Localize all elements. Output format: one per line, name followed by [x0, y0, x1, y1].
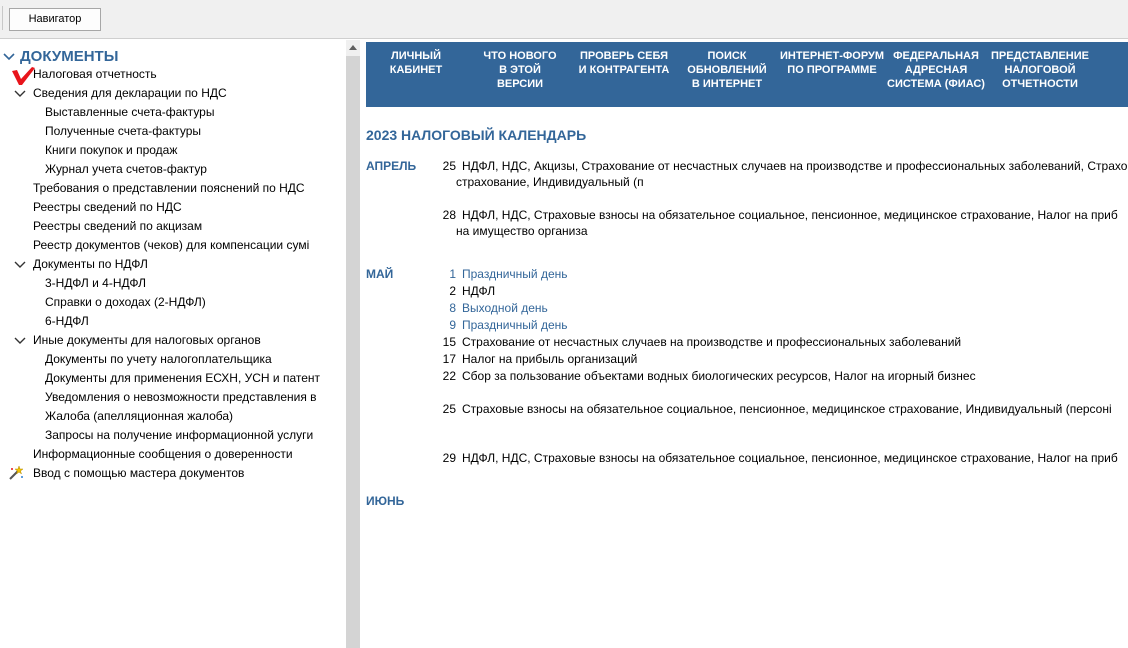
toolbar-grip	[2, 6, 3, 30]
tree-item[interactable]: Требования о представлении пояснений по НДС	[33, 181, 305, 195]
event-day: 8	[449, 301, 456, 315]
event-day: 25	[442, 159, 456, 173]
tree-item[interactable]: 6-НДФЛ	[45, 314, 89, 328]
topnav-link[interactable]: ЛИЧНЫЙ КАБИНЕТ	[389, 50, 443, 76]
calendar-title: 2023 НАЛОГОВЫЙ КАЛЕНДАРЬ	[366, 127, 587, 143]
event-text: НДФЛ	[462, 284, 496, 298]
tree-item[interactable]: Сведения для декларации по НДС	[33, 86, 227, 100]
event-day: 29	[442, 451, 456, 465]
event-text: НДФЛ, НДС, Акцизы, Страхование от несчастных случаев на производстве и профессиональных заболеваний, Страхо	[462, 159, 1128, 173]
event-day: 22	[442, 369, 456, 383]
event-day: 25	[442, 402, 456, 416]
tree-item[interactable]: Справки о доходах (2-НДФЛ)	[45, 295, 206, 309]
month-heading: МАЙ	[366, 267, 394, 281]
tree-item[interactable]: Информационные сообщения о доверенности	[33, 447, 293, 461]
event-text: Праздничный день	[462, 318, 568, 332]
tree-item[interactable]: Журнал учета счетов-фактур	[45, 162, 207, 176]
tree-item[interactable]: Реестры сведений по НДС	[33, 200, 182, 214]
event-day: 28	[442, 208, 456, 222]
month-heading: ИЮНЬ	[366, 494, 405, 508]
tree-item[interactable]: Книги покупок и продаж	[45, 143, 178, 157]
tree-item[interactable]: Документы для применения ЕСХН, УСН и патент	[45, 371, 321, 385]
event-day: 15	[442, 335, 456, 349]
navigator-button[interactable]: Навигатор	[9, 8, 101, 31]
tree-item[interactable]: Иные документы для налоговых органов	[33, 333, 261, 347]
tree-item[interactable]: Реестр документов (чеков) для компенсации сумі	[33, 238, 310, 252]
red-checkmark-icon	[10, 66, 36, 89]
tree-item[interactable]: 3-НДФЛ и 4-НДФЛ	[45, 276, 146, 290]
event-text: Страхование от несчастных случаев на производстве и профессиональных заболеваний	[462, 335, 962, 349]
tree-item[interactable]: Реестры сведений по акцизам	[33, 219, 203, 233]
month-heading: АПРЕЛЬ	[366, 159, 417, 173]
event-text: Праздничный день	[462, 267, 568, 281]
tree-item[interactable]: Выставленные счета-фактуры	[45, 105, 215, 119]
tree-title[interactable]: ДОКУМЕНТЫ	[20, 48, 119, 65]
event-text: НДФЛ, НДС, Страховые взносы на обязательное социальное, пенсионное, медицинское страхование, Налог на приб	[462, 208, 1118, 222]
tree-scrollbar[interactable]	[346, 40, 360, 648]
tree-item[interactable]: Налоговая отчетность	[33, 67, 157, 81]
topnav-link[interactable]: ПРЕДСТАВЛЕНИЕ НАЛОГОВОЙ ОТЧЕТНОСТИ	[991, 50, 1089, 90]
event-text: НДФЛ, НДС, Страховые взносы на обязательное социальное, пенсионное, медицинское страхование, Налог на приб	[462, 451, 1118, 465]
toolbar	[0, 0, 1128, 39]
scroll-up-button[interactable]	[346, 40, 360, 56]
content-panel	[360, 40, 1128, 648]
tree-item[interactable]: Ввод с помощью мастера документов	[33, 466, 245, 480]
event-text: Страховые взносы на обязательное социальное, пенсионное, медицинское страхование, Индивидуальный (персонi	[462, 402, 1112, 416]
event-text: Налог на прибыль организаций	[462, 352, 638, 366]
tree-item[interactable]: Полученные счета-фактуры	[45, 124, 201, 138]
chevron-down-icon[interactable]	[14, 88, 26, 100]
event-text: Сбор за пользование объектами водных биологических ресурсов, Налог на игорный бизнес	[462, 369, 976, 383]
event-text: на имущество организа	[456, 224, 588, 238]
chevron-down-icon[interactable]	[3, 51, 15, 63]
topnav-link[interactable]: ПРОВЕРЬ СЕБЯ И КОНТРАГЕНТА	[578, 50, 670, 76]
chevron-down-icon[interactable]	[14, 335, 26, 347]
magic-wand-icon	[8, 465, 24, 484]
event-day: 17	[442, 352, 456, 366]
tree-item[interactable]: Жалоба (апелляционная жалоба)	[45, 409, 234, 423]
event-text: Выходной день	[462, 301, 548, 315]
topnav-link[interactable]: ПОИСК ОБНОВЛЕНИЙ В ИНТЕРНЕТ	[687, 50, 767, 90]
tree-item[interactable]: Уведомления о невозможности представления в	[45, 390, 317, 404]
topnav-link[interactable]: ЧТО НОВОГО В ЭТОЙ ВЕРСИИ	[483, 50, 557, 90]
topnav-link[interactable]: ФЕДЕРАЛЬНАЯ АДРЕСНАЯ СИСТЕМА (ФИАС)	[887, 50, 985, 90]
topnav-link[interactable]: ИНТЕРНЕТ-ФОРУМ ПО ПРОГРАММЕ	[779, 50, 885, 76]
event-day: 2	[449, 284, 456, 298]
chevron-down-icon[interactable]	[14, 259, 26, 271]
document-tree	[0, 40, 346, 648]
event-day: 1	[449, 267, 456, 281]
arrow-up-icon	[346, 40, 360, 56]
tree-item[interactable]: Документы по учету налогоплательщика	[45, 352, 272, 366]
top-navigation	[366, 42, 1128, 107]
tree-item[interactable]: Документы по НДФЛ	[33, 257, 148, 271]
event-day: 9	[449, 318, 456, 332]
event-text: страхование, Индивидуальный (п	[456, 175, 644, 189]
tree-item[interactable]: Запросы на получение информационной услуги	[45, 428, 314, 442]
